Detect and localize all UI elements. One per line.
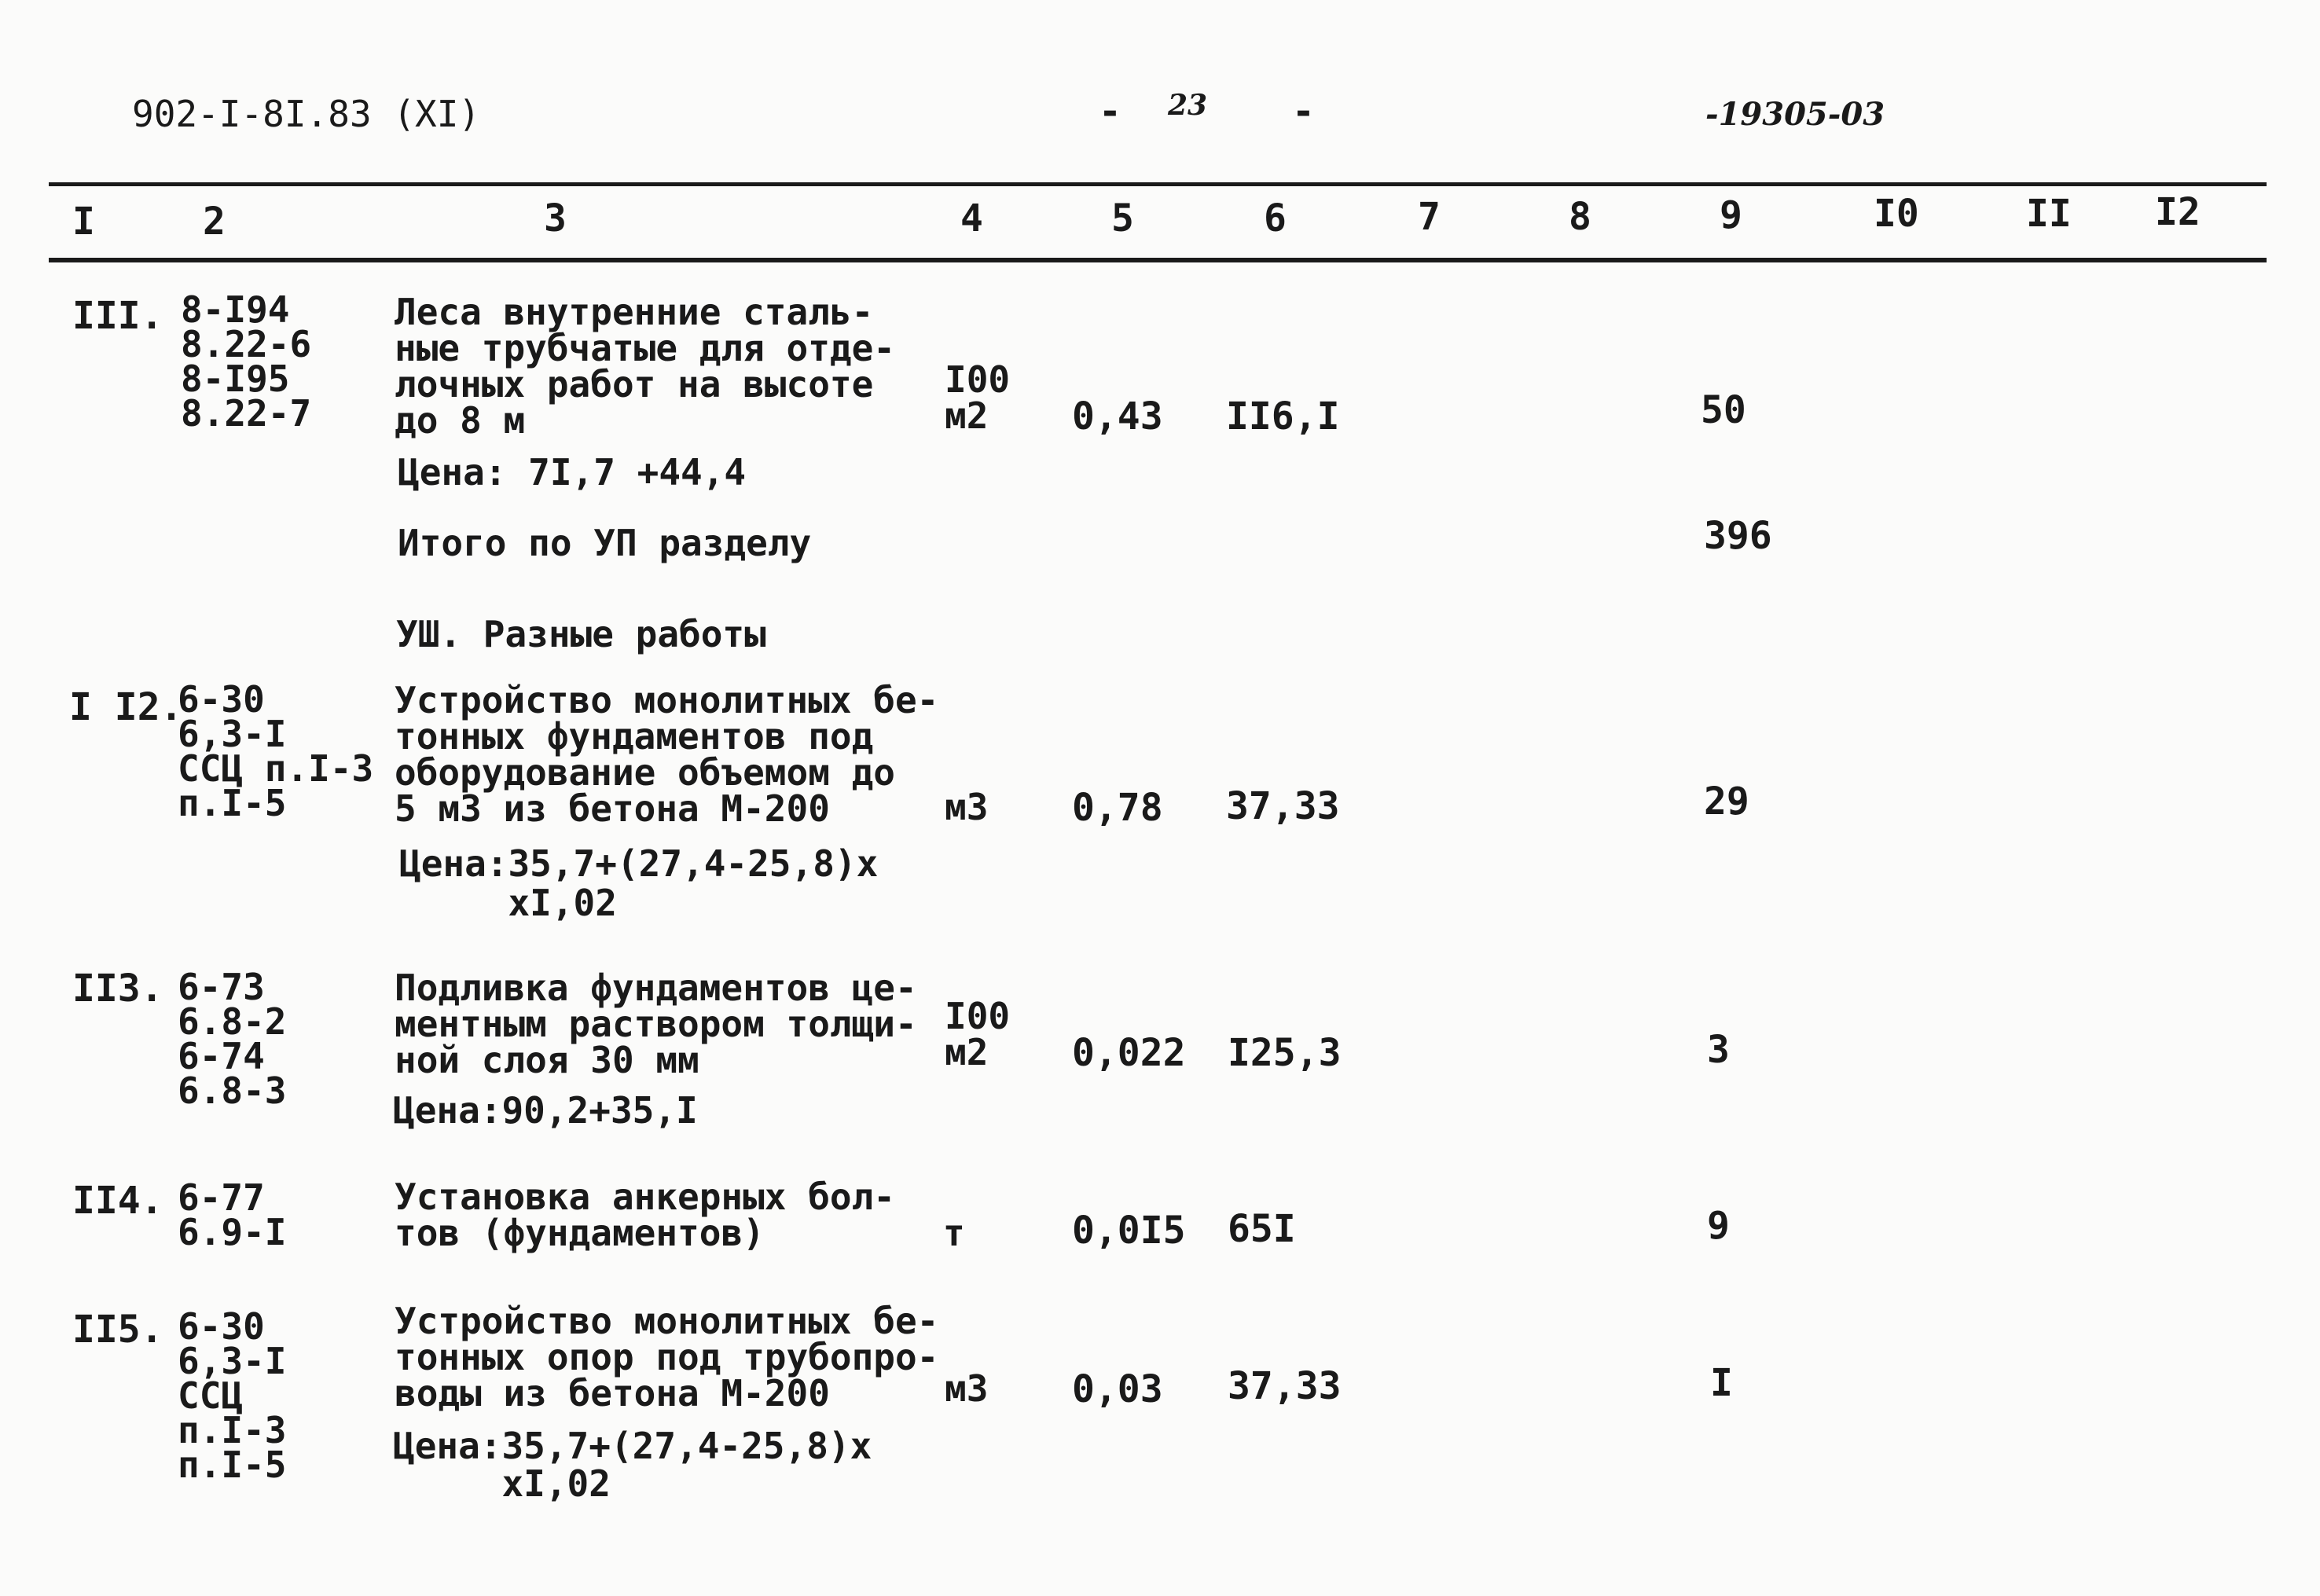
column-header-2: 2: [203, 200, 226, 244]
subtotal-label: Итого по УП разделу: [398, 522, 812, 564]
column-header-6: 6: [1264, 196, 1287, 240]
row-price: Цена: 7I,7 +44,4: [398, 451, 747, 493]
column-header-9: 9: [1720, 193, 1742, 237]
column-header-3: 3: [544, 196, 567, 240]
row-description: Устройство монолитных бе- тонных опор под трубопро- воды из бетона М-200: [395, 1300, 939, 1414]
row-quantity: 0,03: [1072, 1367, 1163, 1411]
row-codes: 6-30 6,3-I ССЦ п.I-3 п.I-5: [178, 1305, 287, 1486]
page-dash-right: -: [1292, 90, 1315, 134]
column-header-8: 8: [1569, 195, 1591, 239]
row-cost: I25,3: [1228, 1031, 1342, 1075]
row-number: I I2.: [69, 685, 183, 729]
row-cost: 37,33: [1228, 1364, 1342, 1408]
row-price: Цена:90,2+35,I: [393, 1089, 698, 1132]
page-number: 23: [1168, 89, 1208, 122]
archive-number: -19305-03: [1705, 96, 1885, 133]
row-codes: 8-I94 8.22-6 8-I95 8.22-7: [181, 288, 312, 435]
row-number: III.: [72, 294, 163, 338]
row-price: Цена:35,7+(27,4-25,8)х хI,02: [399, 842, 879, 924]
page-dash-left: -: [1099, 90, 1121, 134]
row-description: Устройство монолитных бе- тонных фундаментов под оборудование объемом до 5 м3 из бетона М-200: [395, 679, 939, 830]
row-quantity: 0,43: [1072, 394, 1163, 438]
row-total: 9: [1707, 1204, 1730, 1248]
row-description: Подливка фундаментов це- ментным раствором толщи- ной слоя 30 мм: [395, 967, 917, 1081]
row-quantity: 0,0I5: [1072, 1209, 1186, 1253]
table-header-bottom-rule: [49, 258, 2267, 262]
row-unit: м3: [945, 1367, 989, 1410]
row-description: Леса внутренние сталь- ные трубчатые для отде- лочных работ на высоте до 8 м: [395, 291, 895, 442]
row-unit: м3: [945, 786, 989, 828]
column-header-1: I: [72, 200, 95, 244]
column-header-12: I2: [2155, 190, 2201, 234]
document-code: 902-I-8I.83 (XI): [132, 93, 481, 135]
row-number: II4.: [72, 1179, 163, 1223]
row-codes: 6-30 6,3-I ССЦ п.I-3 п.I-5: [178, 678, 374, 824]
row-unit: I00 м2: [945, 358, 1011, 437]
row-total: I: [1710, 1361, 1733, 1405]
row-unit: т: [943, 1212, 965, 1254]
row-cost: II6,I: [1226, 394, 1340, 438]
row-cost: 65I: [1228, 1207, 1296, 1251]
column-header-4: 4: [960, 196, 983, 240]
column-header-10: I0: [1874, 192, 1919, 236]
section-heading: УШ. Разные работы: [396, 613, 766, 655]
row-quantity: 0,78: [1072, 786, 1163, 830]
column-header-7: 7: [1418, 195, 1441, 239]
row-description: Установка анкерных бол- тов (фундаментов): [395, 1176, 895, 1254]
row-price: Цена:35,7+(27,4-25,8)х хI,02: [393, 1425, 872, 1505]
column-header-5: 5: [1111, 196, 1134, 240]
row-unit: I00 м2: [945, 995, 1011, 1073]
column-header-11: II: [2026, 192, 2072, 236]
row-total: 3: [1707, 1028, 1730, 1072]
row-number: II3.: [72, 967, 163, 1011]
row-codes: 6-77 6.9-I: [178, 1176, 287, 1253]
row-total: 29: [1704, 780, 1749, 824]
row-codes: 6-73 6.8-2 6-74 6.8-3: [178, 966, 287, 1112]
row-total: 50: [1701, 388, 1746, 432]
row-quantity: 0,022: [1072, 1031, 1186, 1075]
subtotal-value: 396: [1704, 514, 1772, 558]
row-cost: 37,33: [1226, 784, 1340, 828]
row-number: II5.: [72, 1308, 163, 1352]
table-top-rule: [49, 182, 2267, 186]
